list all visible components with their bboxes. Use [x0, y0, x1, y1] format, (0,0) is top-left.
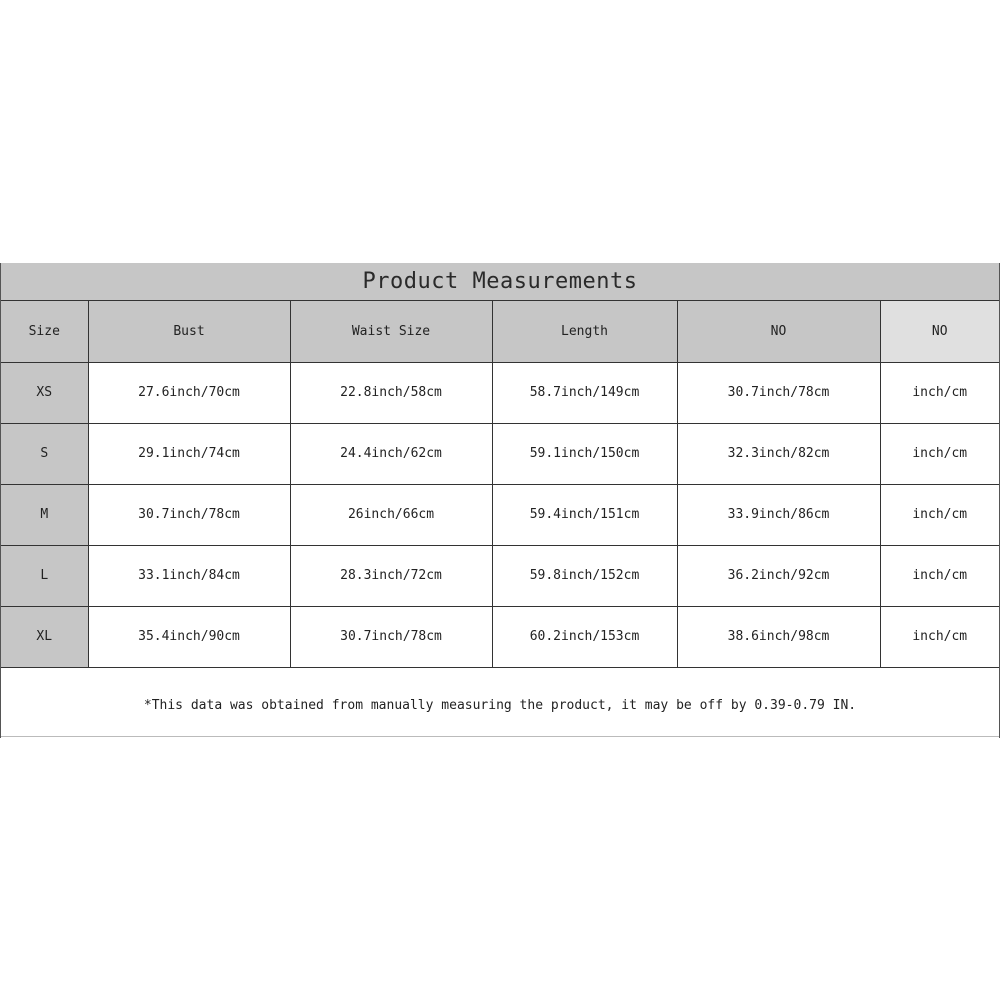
waist-cell: 30.7inch/78cm: [290, 606, 492, 667]
length-cell: 58.7inch/149cm: [492, 362, 677, 423]
no-cell: 32.3inch/82cm: [677, 423, 880, 484]
table-row: [1, 545, 999, 606]
unit-cell: inch/cm: [880, 606, 999, 667]
size-chart: [0, 263, 1000, 738]
header-no-2: NO: [880, 301, 999, 362]
length-cell: 59.8inch/152cm: [492, 545, 677, 606]
unit-cell: inch/cm: [880, 423, 999, 484]
waist-cell: 28.3inch/72cm: [290, 545, 492, 606]
header-size: Size: [1, 301, 88, 362]
waist-cell: 24.4inch/62cm: [290, 423, 492, 484]
length-cell: 59.1inch/150cm: [492, 423, 677, 484]
measurements-table: [1, 301, 999, 668]
measurement-note: *This data was obtained from manually measuring the product, it may be off by 0.39-0.79 IN.: [1, 675, 999, 737]
header-waist-size: Waist Size: [290, 301, 492, 362]
table-row: [1, 362, 999, 423]
no-cell: 33.9inch/86cm: [677, 484, 880, 545]
size-cell: XL: [1, 606, 88, 667]
header-length: Length: [492, 301, 677, 362]
length-cell: 59.4inch/151cm: [492, 484, 677, 545]
waist-cell: 22.8inch/58cm: [290, 362, 492, 423]
chart-title: Product Measurements: [1, 263, 999, 301]
length-cell: 60.2inch/153cm: [492, 606, 677, 667]
no-cell: 38.6inch/98cm: [677, 606, 880, 667]
unit-cell: inch/cm: [880, 484, 999, 545]
unit-cell: inch/cm: [880, 362, 999, 423]
no-cell: 30.7inch/78cm: [677, 362, 880, 423]
size-cell: S: [1, 423, 88, 484]
size-cell: M: [1, 484, 88, 545]
header-bust: Bust: [88, 301, 290, 362]
unit-cell: inch/cm: [880, 545, 999, 606]
table-row: [1, 484, 999, 545]
bust-cell: 29.1inch/74cm: [88, 423, 290, 484]
no-cell: 36.2inch/92cm: [677, 545, 880, 606]
size-cell: L: [1, 545, 88, 606]
bust-cell: 33.1inch/84cm: [88, 545, 290, 606]
size-cell: XS: [1, 362, 88, 423]
bust-cell: 35.4inch/90cm: [88, 606, 290, 667]
header-no: NO: [677, 301, 880, 362]
table-header-row: [1, 301, 999, 362]
waist-cell: 26inch/66cm: [290, 484, 492, 545]
table-row: [1, 423, 999, 484]
table-row: [1, 606, 999, 667]
bust-cell: 27.6inch/70cm: [88, 362, 290, 423]
bust-cell: 30.7inch/78cm: [88, 484, 290, 545]
